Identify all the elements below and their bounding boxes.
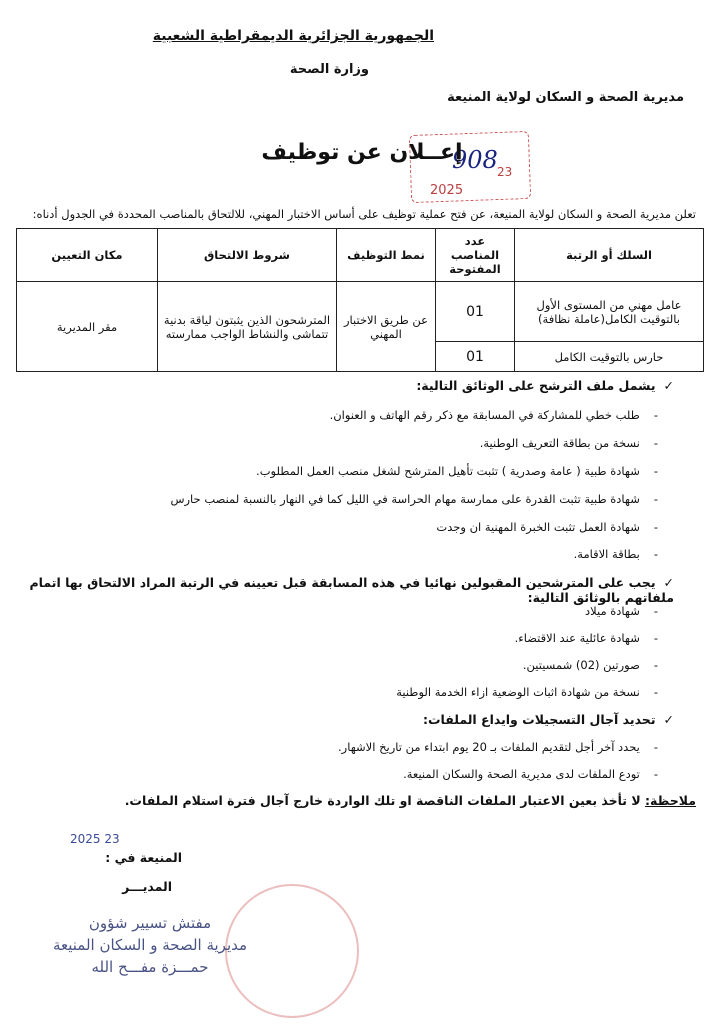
positions-table: [16, 228, 704, 372]
header-count: عدد المناصب المفتوحة: [436, 229, 515, 282]
intro-text: تعلن مديرية الصحة و السكان لولاية المنيعة، عن فتح عملية توظيف على أساس الاختبار المهني، للالتحاق بالمناصب المحددة في الجدول أدناه:: [32, 207, 696, 221]
stamp-date: 23: [497, 165, 513, 179]
note-text: لا تأخذ بعين الاعتبار الملفات الناقصة او تلك الواردة خارج آجال فترة استلام الملفات.: [124, 793, 641, 808]
cell-corps: حارس بالتوقيت الكامل: [515, 342, 704, 372]
list-item: -نسخة من بطاقة التعريف الوطنية.: [479, 436, 658, 450]
list-item: -شهادة ميلاد: [584, 604, 658, 618]
header-place: مكان التعيين: [17, 229, 158, 282]
cell-mode: عن طريق الاختبار المهني: [337, 282, 436, 372]
stamp-year: 2025: [430, 183, 464, 198]
cell-count: 01: [436, 282, 515, 342]
list-item: -شهادة طبية ( عامة وصدرية ) تثبت تأهيل المترشح لشغل منصب العمل المطلوب.: [256, 464, 658, 478]
list-item: -تودع الملفات لدى مديرية الصحة والسكان المنيعة.: [403, 767, 658, 781]
list-item: -صورتين (02) شمسيتين.: [522, 658, 658, 672]
cell-count: 01: [436, 342, 515, 372]
signer-stamp: مفتش تسيير شؤون مديرية الصحة و السكان المنيعة حمـــزة مفـــح الله: [52, 914, 248, 976]
list-item: -شهادة عائلية عند الاقتضاء.: [514, 631, 658, 645]
checkmark-icon: ✓: [663, 378, 674, 393]
note-label: ملاحظة:: [645, 793, 696, 808]
section-title: ✓يجب على المترشحين المقبولين نهائيا في هذه المسابقة قبل تعيينه في الرتبة المراد الالتحاق بها اتمام ملفاتهم بالوثائق التالية:: [29, 575, 674, 605]
cell-corps: عامل مهني من المستوى الأول بالتوقيت الكامل(عاملة نظافة): [515, 282, 704, 342]
header-mode: نمط التوظيف: [337, 229, 436, 282]
signature-title: المديـــر: [122, 879, 172, 894]
list-item: -يحدد آخر أجل لتقديم الملفات بـ 20 يوم ابتداء من تاريخ الاشهار.: [338, 740, 658, 754]
header-conditions: شروط الالتحاق: [158, 229, 337, 282]
cell-place: مقر المديرية: [17, 282, 158, 372]
checkmark-icon: ✓: [663, 575, 674, 590]
section-title: ✓تحديد آجال التسجيلات وايداع الملفات:: [422, 712, 674, 727]
signature-date-stamp: 2025 23: [70, 832, 120, 846]
header-corps: السلك أو الرتبة: [515, 229, 704, 282]
note: [125, 793, 696, 808]
list-item: -شهادة العمل تثبت الخبرة المهنية ان وجدت: [436, 520, 658, 534]
ministry-header: وزارة الصحة: [289, 62, 369, 77]
list-item: -طلب خطي للمشاركة في المسابقة مع ذكر رقم الهاتف و العنوان.: [329, 408, 658, 422]
table-header-row: [17, 229, 704, 282]
republic-header: الجمهورية الجزائرية الديمقراطية الشعبية: [152, 28, 434, 44]
directorate-header: مديرية الصحة و السكان لولاية المنيعة: [447, 90, 684, 105]
checkmark-icon: ✓: [663, 712, 674, 727]
stamp-number: 908: [452, 146, 498, 174]
page-title: إعــلان عن توظيف: [261, 140, 463, 165]
list-item: -شهادة طبية تثبت القدرة على ممارسة مهام الحراسة في الليل كما في النهار بالنسبة لمنصب حارس: [170, 492, 658, 506]
table-row: [17, 282, 704, 342]
list-item: -بطاقة الاقامة.: [573, 547, 658, 561]
cell-conditions: المترشحون الذين يثبتون لياقة بدنية تتماشى والنشاط الواجب ممارسته: [158, 282, 337, 372]
list-item: -نسخة من شهادة اثبات الوضعية ازاء الخدمة الوطنية: [396, 685, 658, 699]
signature-place: المنيعة في :: [105, 850, 182, 865]
section-title: ✓يشمل ملف الترشح على الوثائق التالية:: [416, 378, 674, 393]
